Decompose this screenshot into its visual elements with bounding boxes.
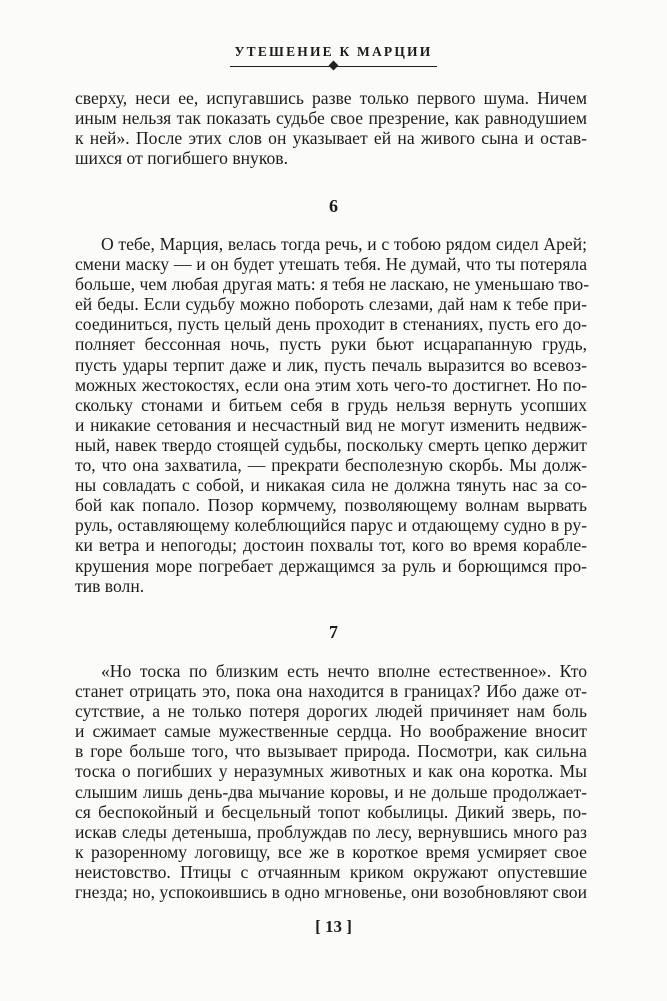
chapter-7-paragraph xyxy=(75,661,587,902)
running-title: УТЕШЕНИЕ К МАРЦИИ xyxy=(234,44,433,59)
text-line: то, что она захватила, — прекрати бесполезную скорбь. Мы долж- xyxy=(75,455,587,476)
text-line: тив волн. xyxy=(75,575,145,596)
header-ornament-icon xyxy=(329,61,339,71)
text-line: сверху, неси ее, испугавшись разве только первого шума. Ничем xyxy=(75,88,587,108)
text-line: к ней». После этих слов он указывает ей на живого сына и остав- xyxy=(75,128,587,149)
text-line: крушения море погребает держащимся за руль и борющимся про- xyxy=(75,555,587,576)
text-line: ся беспокойный и бесцельный топот кобылицы. Дикий зверь, по- xyxy=(75,801,587,822)
text-line: в горе больше того, что вызывает природа. Посмотри, как сильна xyxy=(75,741,587,762)
text-line: ный, навек твердо стоящей судьбы, поскольку смерть цепко держит xyxy=(75,434,587,455)
text-line: слышим лишь день-два мычание коровы, и не дольше продолжает- xyxy=(75,781,587,802)
text-line: к разоренному логовищу, все же в короткое время усмиряет свое xyxy=(75,841,587,862)
text-line: и никакие сетования и несчастный вид не могут изменить недвиж- xyxy=(75,414,587,435)
text-line: скольку стонами и битьем себя в грудь нельзя вернуть усопших xyxy=(75,394,587,415)
text-line: тоска о погибших у неразумных животных и как она коротка. Мы xyxy=(75,761,587,782)
text-line: ны совладать с собой, и никакая сила не должна тянуть нас за со- xyxy=(75,475,587,496)
text-line: гнезда; но, успокоившись в одно мгновенье, они возобновляют свои xyxy=(75,882,587,903)
chapter-6-paragraph xyxy=(75,234,590,596)
page-number: [ 13 ] xyxy=(315,917,352,936)
text-line: станет отрицать это, пока она находится в границах? Ибо даже от- xyxy=(75,681,587,702)
text-line: сутствие, а не только потеря дорогих людей причиняет нам боль xyxy=(75,701,587,722)
text-line: «Но тоска по близким есть нечто вполне естественное». Кто xyxy=(101,661,587,681)
text-line: ки ветра и непогоды; достоин похвалы тот, кого во время корабле- xyxy=(75,535,587,556)
text-line: можных жестокостях, если она этим хоть чего-то достигнет. Но по- xyxy=(75,374,587,395)
text-line: ей беды. Если судьбу можно побороть слезами, дай нам к тебе при- xyxy=(75,294,587,315)
text-line: и сжимает самые мужественные сердца. Но воображение вносит xyxy=(75,721,587,742)
text-line: иным нельзя так показать судьбе свое презрение, как равнодушием xyxy=(75,108,587,129)
chapter-number: 7 xyxy=(329,622,338,642)
text-line: пусть удары терпит даже и лик, пусть печаль выразится во всевоз- xyxy=(75,354,587,375)
text-line: неистовство. Птицы с отчаянным криком окружают опустевшие xyxy=(75,861,587,882)
text-line: искав следы детеныша, проблуждав по лесу, вернувшись много раз xyxy=(75,821,587,842)
text-line: руль, оставляющему колеблющийся парус и отдающему судно в ру- xyxy=(75,515,587,536)
text-line: больше, чем любая другая мать: я тебя не ласкаю, не уменьшаю тво- xyxy=(75,274,590,295)
chapter-number: 6 xyxy=(329,196,338,216)
text-line: смени маску — и он будет утешать тебя. Не думай, что ты потеряла xyxy=(75,254,587,275)
text-line: соединиться, пусть целый день проходит в стенаниях, пусть его до- xyxy=(75,314,587,335)
carryover-paragraph xyxy=(75,88,587,168)
text-line: О тебе, Марция, велась тогда речь, и с тобою рядом сидел Арей; xyxy=(101,234,587,254)
text-line: шихся от погибшего внуков. xyxy=(75,148,289,169)
text-line: полняет бессонная ночь, пусть руки бьют исцарапанную грудь, xyxy=(75,334,587,355)
text-line: бой как попало. Позор кормчему, позволяющему волнам вырвать xyxy=(75,495,587,516)
